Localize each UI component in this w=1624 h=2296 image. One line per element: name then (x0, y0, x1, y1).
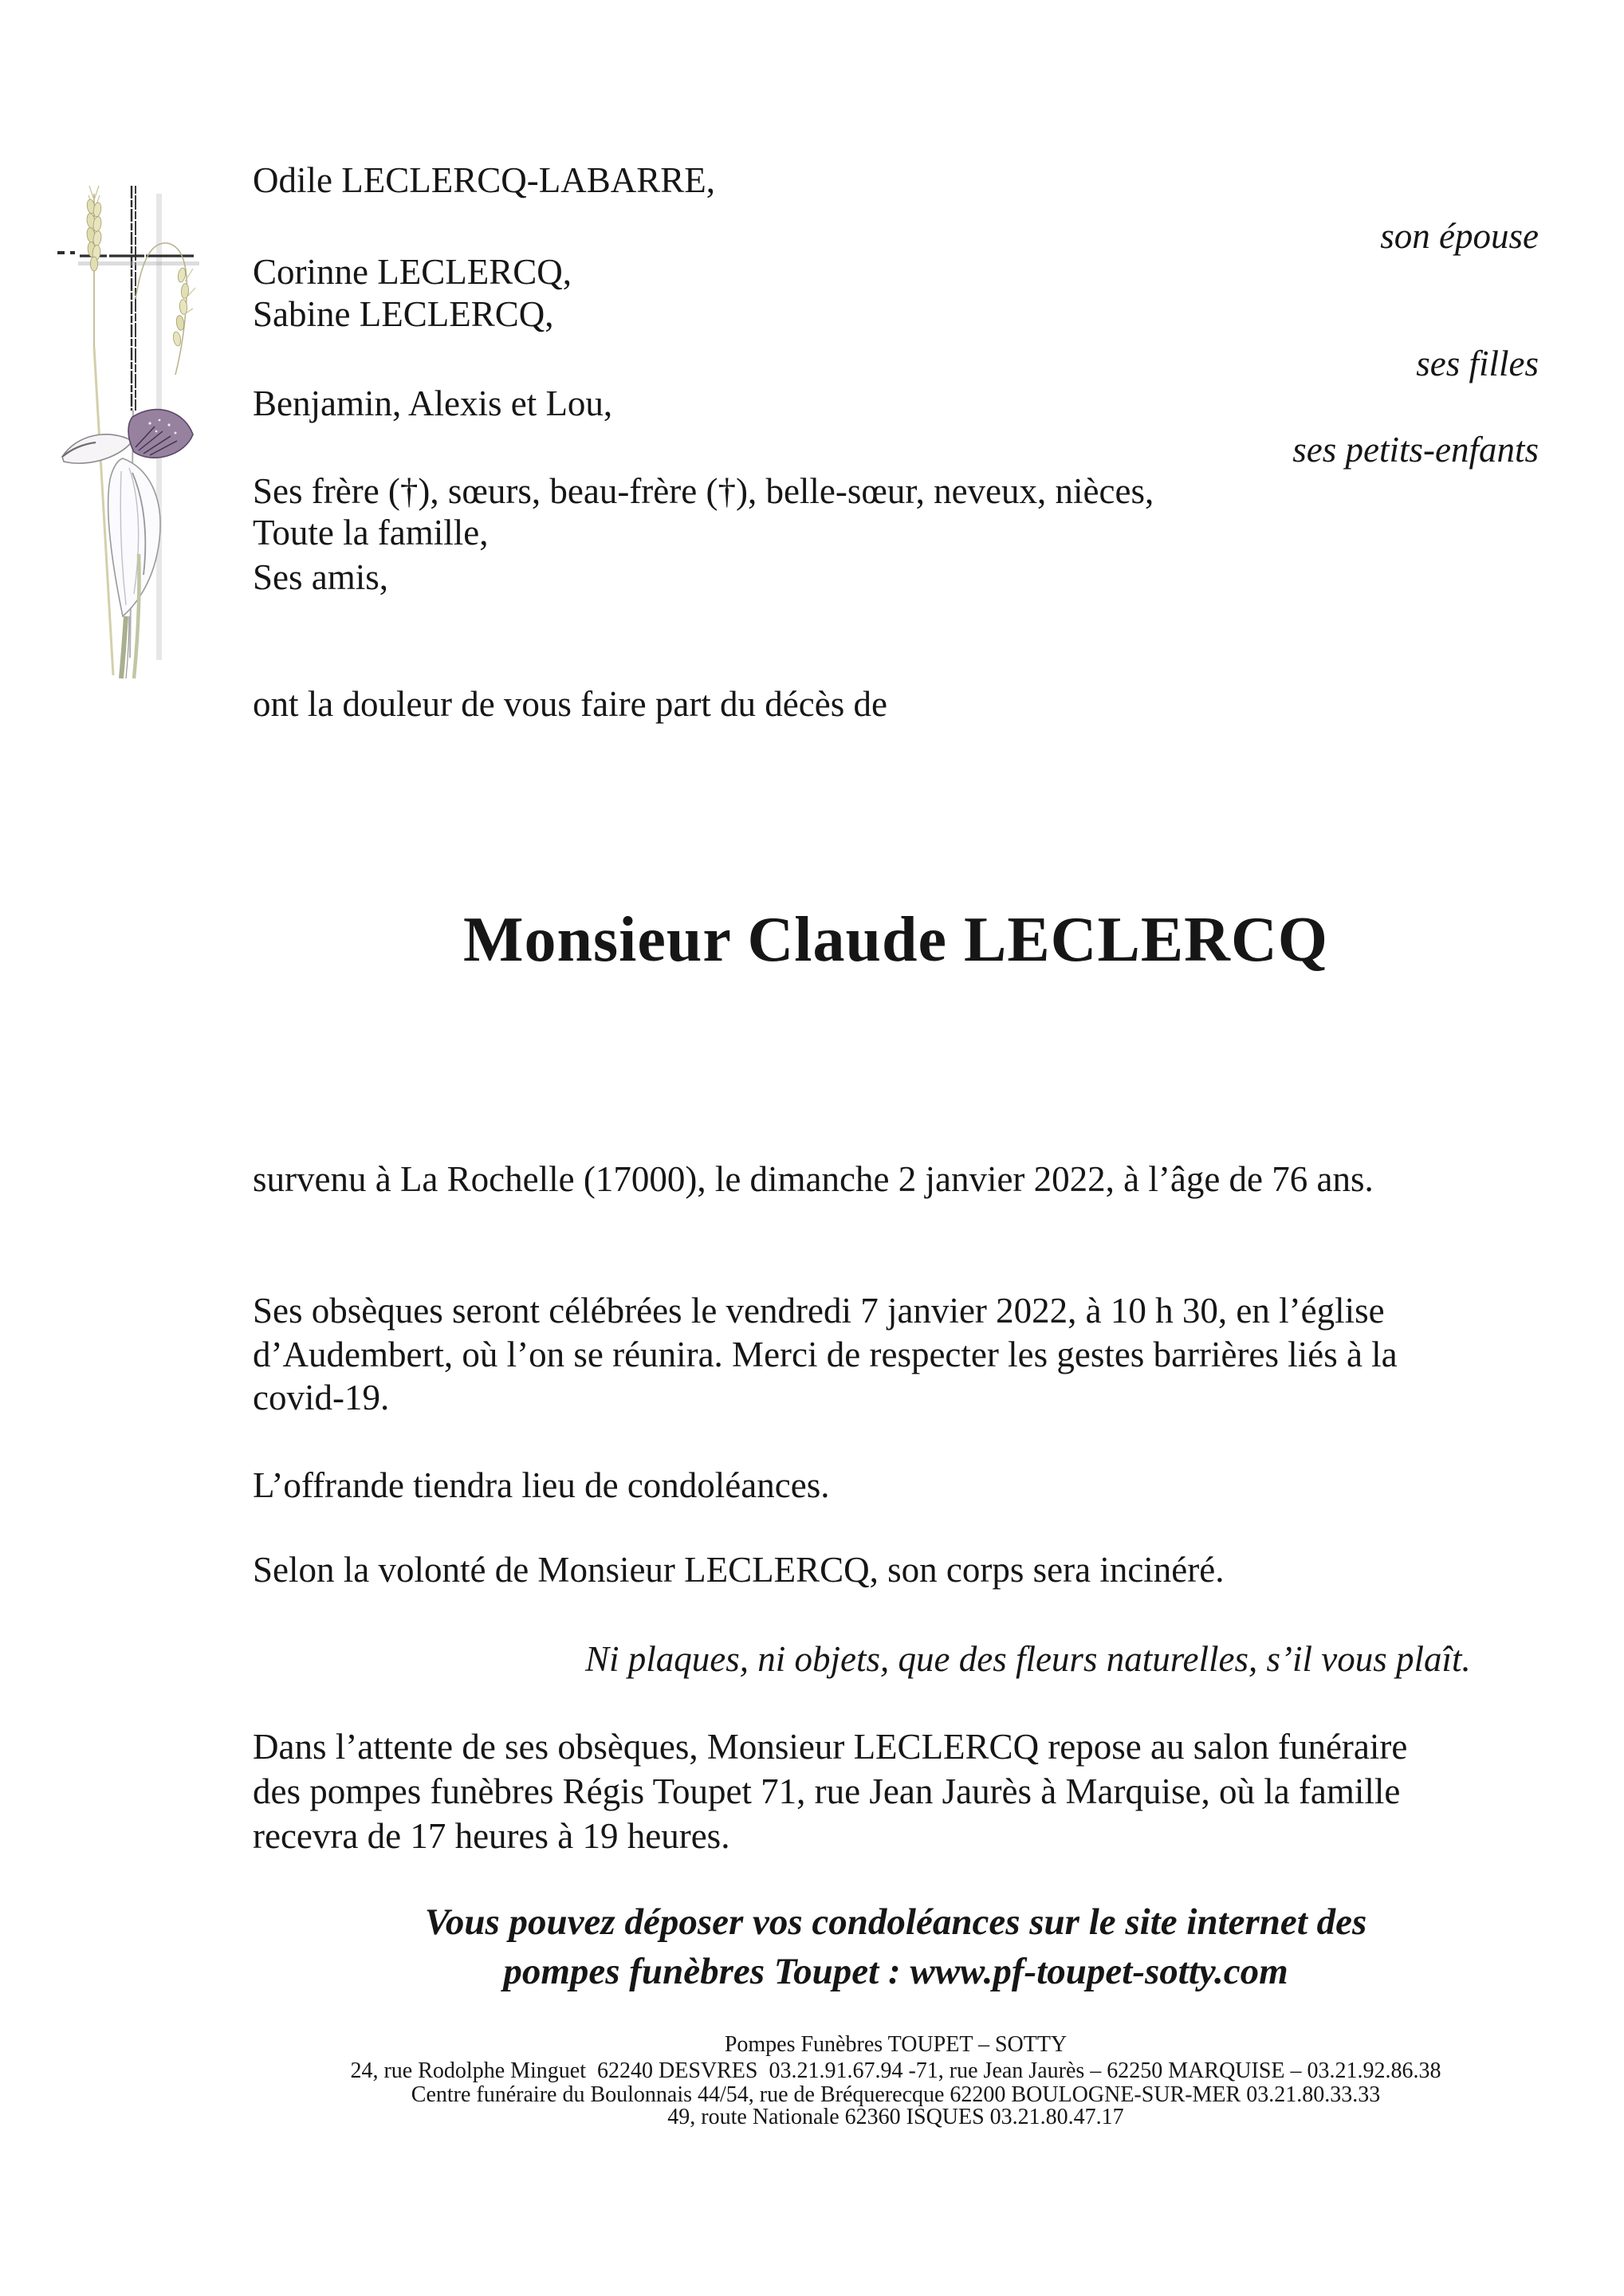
cross-calla-lily-illustration (56, 179, 215, 682)
relatives-line: Ses frère (†), sœurs, beau-frère (†), belle-sœur, neveux, nièces, (253, 471, 1154, 511)
funeral-home-location-2: Centre funéraire du Boulonnais 44/54, rue de Bréquerecque 62200 BOULOGNE-SUR-MER 03.21.80.33.33 (411, 2082, 1381, 2107)
flowers-request-line: Ni plaques, ni objets, que des fleurs naturelles, s’il vous plaît. (585, 1639, 1471, 1679)
spouse-name: Odile LECLERCQ-LABARRE, (253, 160, 715, 200)
death-details-line: survenu à La Rochelle (17000), le dimanche 2 janvier 2022, à l’âge de 76 ans. (253, 1159, 1374, 1199)
online-condolences-line-1: Vous pouvez déposer vos condoléances sur le site internet des (424, 1901, 1367, 1943)
deceased-name-title: Monsieur Claude LECLERCQ (463, 905, 1328, 975)
intro-line: ont la douleur de vous faire part du décès de (253, 684, 887, 724)
online-condolences-line-2: pompes funèbres Toupet : www.pf-toupet-sotty.com (503, 1951, 1288, 1992)
repose-line-1: Dans l’attente de ses obsèques, Monsieur LECLERCQ repose au salon funéraire (253, 1727, 1408, 1767)
cremation-line: Selon la volonté de Monsieur LECLERCQ, son corps sera incinéré. (253, 1550, 1225, 1590)
ceremony-line-3: covid-19. (253, 1378, 390, 1417)
friends-line: Ses amis, (253, 557, 389, 597)
offering-line: L’offrande tiendra lieu de condoléances. (253, 1465, 830, 1505)
whole-family-line: Toute la famille, (253, 513, 489, 552)
grandchildren-names: Benjamin, Alexis et Lou, (253, 383, 613, 423)
daughter-name-2: Sabine LECLERCQ, (253, 294, 554, 334)
wheat-ear-icon (86, 186, 113, 675)
spouse-role-label: son épouse (1380, 216, 1539, 256)
funeral-home-name: Pompes Funèbres TOUPET – SOTTY (724, 2032, 1068, 2057)
calla-lily-icon (62, 410, 193, 678)
repose-line-2: des pompes funèbres Régis Toupet 71, rue Jean Jaurès à Marquise, où la famille (253, 1771, 1401, 1811)
ceremony-line-1: Ses obsèques seront célébrées le vendredi 7 janvier 2022, à 10 h 30, en l’église (253, 1291, 1385, 1331)
funeral-home-location-3: 49, route Nationale 62360 ISQUES 03.21.80.47.17 (667, 2105, 1124, 2129)
ceremony-line-2: d’Audembert, où l’on se réunira. Merci de respecter les gestes barrières liés à la (253, 1335, 1398, 1374)
grandchildren-role-label: ses petits-enfants (1292, 430, 1539, 470)
repose-line-3: recevra de 17 heures à 19 heures. (253, 1816, 730, 1856)
funeral-home-location-1: 24, rue Rodolphe Minguet 62240 DESVRES 03.21.91.67.94 -71, rue Jean Jaurès – 62250 MARQUISE – 03.21.92.86.38 (350, 2058, 1441, 2083)
daughters-role-label: ses filles (1416, 344, 1539, 383)
daughter-name-1: Corinne LECLERCQ, (253, 252, 572, 292)
